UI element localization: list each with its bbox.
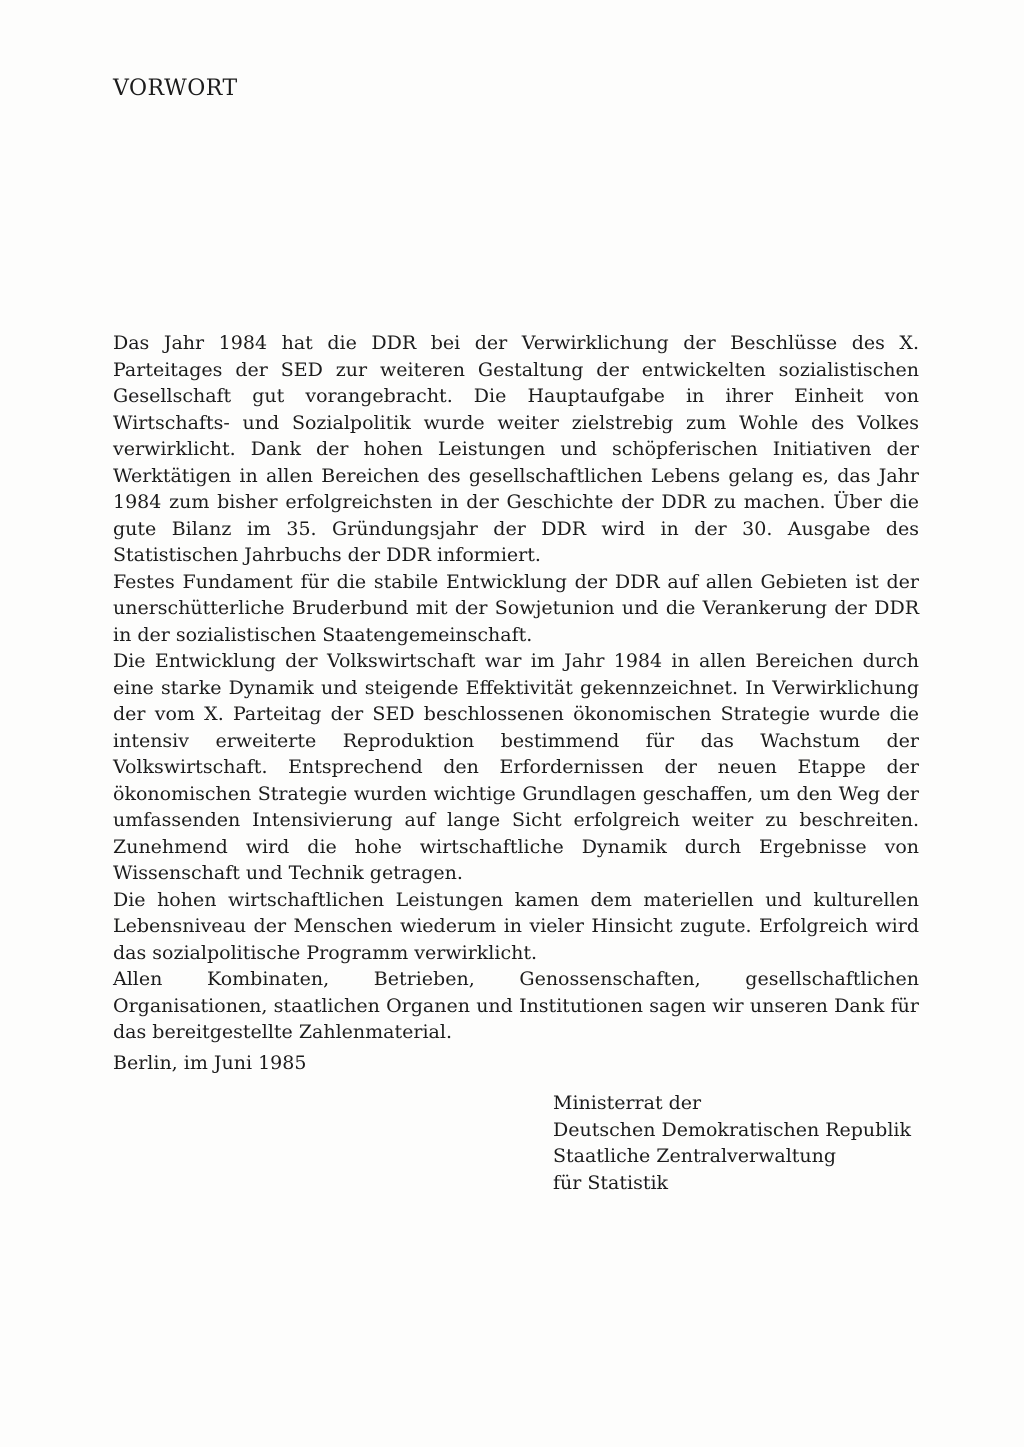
signature-line-2: Deutschen Demokratischen Republik: [553, 1118, 911, 1141]
signature-line-4: für Statistik: [553, 1171, 669, 1194]
paragraph-1: Das Jahr 1984 hat die DDR bei der Verwirklichung der Beschlüsse des X. Parteitages der SED zur weiteren Gestaltung der entwickelten sozialistischen Gesellschaft gut vorangebracht. Die Hauptaufgabe in ihrer Einheit von Wirtschafts- und Sozialpolitik wurde weiter zielstrebig zum Wohle des Volkes verwirklicht. Dank der hohen Leistungen und schöpferischen Initiativen der Werktätigen in allen Bereichen des gesellschaftlichen Lebens gelang es, das Jahr 1984 zum bisher erfolgreichsten in der Geschichte der DDR zu machen. Über die gute Bilanz im 35. Gründungsjahr der DDR wird in der 30. Ausgabe des Statistischen Jahrbuchs der DDR informiert.: [113, 332, 919, 566]
paragraph-3: Die Entwicklung der Volkswirtschaft war im Jahr 1984 in allen Bereichen durch eine starke Dynamik und steigende Effektivität gekennzeichnet. In Verwirklichung der vom X. Parteitag der SED beschlossenen ökonomischen Strategie wurde die intensiv erweiterte Reproduktion bestimmend für das Wachstum der Volkswirtschaft. Entsprechend den Erfordernissen der neuen Etappe der ökonomischen Strategie wurden wichtige Grundlagen geschaffen, um den Weg der umfassenden Intensivierung auf lange Sicht erfolgreich weiter zu beschreiten. Zunehmend wird die hohe wirtschaftliche Dynamik durch Ergebnisse von Wissenschaft und Technik getragen.: [113, 650, 919, 884]
paragraph-5: Allen Kombinaten, Betrieben, Genossenschaften, gesellschaftlichen Organisationen, staatlichen Organen und Institutionen sagen wir unseren Dank für das bereitgestellte Zahlenmaterial.: [113, 968, 919, 1043]
paragraph-2: Festes Fundament für die stabile Entwicklung der DDR auf allen Gebieten ist der unerschütterliche Bruderbund mit der Sowjetunion und die Verankerung der DDR in der sozialistischen Staatengemeinschaft.: [113, 570, 919, 646]
signature-block: [553, 1090, 911, 1196]
place-and-date: Berlin, im Juni 1985: [113, 1052, 307, 1074]
foreword-body: [113, 330, 919, 1046]
page-title: VORWORT: [113, 76, 238, 101]
signature-line-1: Ministerrat der: [553, 1092, 702, 1114]
signature-line-3: Staatliche Zentralverwaltung: [553, 1145, 837, 1167]
paragraph-4: Die hohen wirtschaftlichen Leistungen kamen dem materiellen und kulturellen Lebensniveau der Menschen wiederum in vieler Hinsicht zugute. Erfolgreich wird das sozialpolitische Programm verwirklicht.: [113, 888, 919, 964]
